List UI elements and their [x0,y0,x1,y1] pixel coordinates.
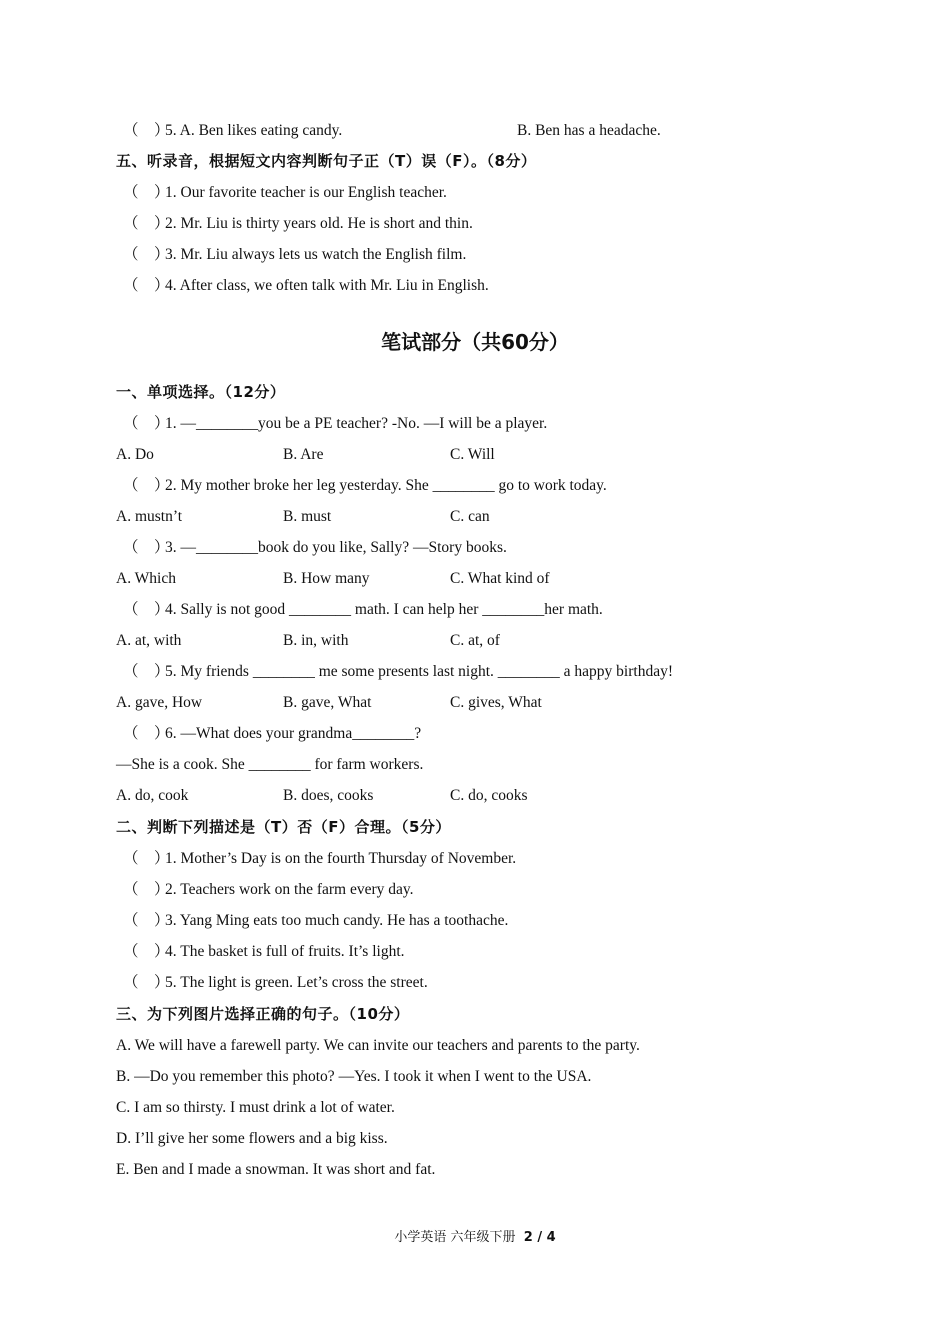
option-b: B. in, with [283,632,349,649]
question-item: （ ）2. Mr. Liu is thirty years old. He is short and thin. [123,215,473,232]
answer-paren: （ ） [123,663,170,680]
question-item: （ ）5. My friends ________ me some presents last night. ________ a happy birthday! [123,663,673,680]
option-c: C. What kind of [450,570,550,587]
answer-paren: （ ） [123,881,170,898]
answer-paren: （ ） [123,215,170,232]
option-c: C. can [450,508,490,525]
option-b: B. does, cooks [283,787,374,804]
section-heading: 三、为下列图片选择正确的句子。（10分） [116,1005,410,1023]
question-item: （ ）4. The basket is full of fruits. It’s light. [123,943,405,960]
question-item: （ ）5. A. Ben likes eating candy. [123,122,343,139]
answer-paren: （ ） [123,943,170,960]
question-item: （ ）4. After class, we often talk with Mr. Liu in English. [123,277,489,294]
section-heading: 二、判断下列描述是（T）否（F）合理。（5分） [116,818,451,836]
question-item: （ ）6. —What does your grandma________? [123,725,422,742]
question-item: （ ）1. —________you be a PE teacher? -No. —I will be a player. [123,415,548,432]
sentence-option: A. We will have a farewell party. We can invite our teachers and parents to the party. [116,1037,640,1054]
answer-paren: （ ） [123,725,170,742]
question-item: （ ）3. Mr. Liu always lets us watch the English film. [123,246,467,263]
answer-paren: （ ） [123,601,170,618]
question-continuation: —She is a cook. She ________ for farm workers. [116,756,424,773]
sentence-option: C. I am so thirsty. I must drink a lot of water. [116,1099,395,1116]
written-section-title: 笔试部分（共60分） [381,330,569,354]
section-heading: 五、听录音，根据短文内容判断句子正（T）误（F）。（8分） [116,152,537,170]
answer-paren: （ ） [123,912,170,929]
option-c: C. gives, What [450,694,542,711]
option-c: C. do, cooks [450,787,528,804]
option-b: B. must [283,508,332,525]
question-item: （ ）4. Sally is not good ________ math. I can help her ________her math. [123,601,603,618]
answer-paren: （ ） [123,122,170,139]
option-b: B. gave, What [283,694,372,711]
footer-label: 小学英语 六年级下册 [394,1230,516,1245]
option-a: A. mustn’t [116,508,183,525]
answer-paren: （ ） [123,974,170,991]
answer-paren: （ ） [123,477,170,494]
option-b: B. Ben has a headache. [517,122,661,139]
option-a: A. Which [116,570,176,587]
answer-paren: （ ） [123,539,170,556]
option-a: A. Do [116,446,154,463]
answer-paren: （ ） [123,415,170,432]
sentence-option: B. —Do you remember this photo? —Yes. I took it when I went to the USA. [116,1068,592,1085]
question-item: （ ）2. My mother broke her leg yesterday. She ________ go to work today. [123,477,607,494]
option-b: B. Are [283,446,324,463]
option-a: A. do, cook [116,787,189,804]
question-item: （ ）3. —________book do you like, Sally? —Story books. [123,539,507,556]
question-item: （ ）2. Teachers work on the farm every day. [123,881,414,898]
option-a: A. at, with [116,632,182,649]
option-c: C. at, of [450,632,500,649]
answer-paren: （ ） [123,184,170,201]
question-item: （ ）3. Yang Ming eats too much candy. He has a toothache. [123,912,509,929]
question-item: （ ）5. The light is green. Let’s cross the street. [123,974,428,991]
option-a: A. gave, How [116,694,203,711]
answer-paren: （ ） [123,246,170,263]
sentence-option: D. I’ll give her some flowers and a big kiss. [116,1130,388,1147]
question-item: （ ）1. Our favorite teacher is our English teacher. [123,184,447,201]
section-heading: 一、单项选择。（12分） [116,383,286,401]
answer-paren: （ ） [123,850,170,867]
option-c: C. Will [450,446,495,463]
option-b: B. How many [283,570,370,587]
page-number: 2 / 4 [523,1230,556,1245]
page-footer [0,1226,950,1245]
answer-paren: （ ） [123,277,170,294]
sentence-option: E. Ben and I made a snowman. It was short and fat. [116,1161,436,1178]
question-item: （ ）1. Mother’s Day is on the fourth Thursday of November. [123,850,517,867]
